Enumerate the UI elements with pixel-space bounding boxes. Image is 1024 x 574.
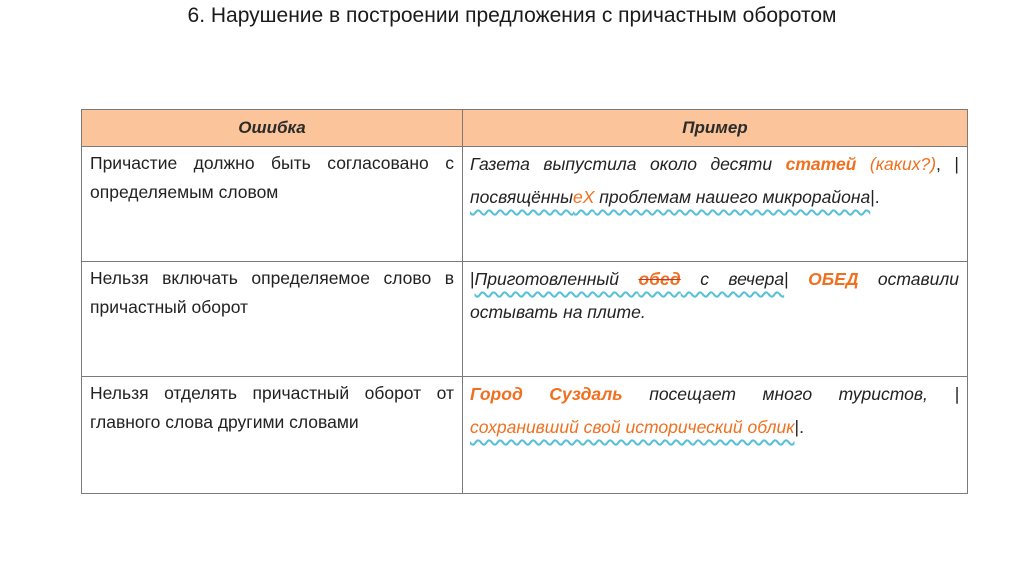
question-text: (каких?): [869, 154, 937, 174]
example-text: , |: [936, 154, 959, 174]
example-text: Газета выпустила около десяти: [470, 154, 786, 174]
example-text: посещает много туристов, |: [622, 384, 959, 404]
table-row: [82, 147, 968, 262]
column-header-example: Пример: [463, 110, 968, 147]
example-text: посвящённы: [470, 187, 573, 207]
example-cell: [463, 262, 968, 377]
participial-phrase: [470, 187, 870, 207]
example-cell: [463, 377, 968, 494]
struck-word: обед: [638, 269, 681, 289]
example-text: |.: [794, 417, 804, 437]
example-text: |: [470, 269, 475, 289]
table-row: [82, 262, 968, 377]
example-text: оставили остывать на плите.: [470, 269, 959, 322]
highlighted-word: Город Суздаль: [470, 384, 623, 404]
highlighted-word: статей: [785, 154, 857, 174]
column-header-error: Ошибка: [82, 110, 463, 147]
ending-highlight: еХ: [572, 187, 595, 207]
table-row: [82, 377, 968, 494]
participial-phrase: сохранивший свой исторический облик: [470, 417, 795, 437]
example-cell: [463, 147, 968, 262]
errors-table: [81, 109, 968, 494]
error-cell: Нельзя включать определяемое слово в причастный оборот: [82, 262, 463, 377]
example-text: проблемам нашего микрорайона: [594, 187, 871, 207]
participial-phrase: [475, 269, 785, 289]
example-text: Приготовленный: [474, 269, 639, 289]
page-title: 6. Нарушение в построении предложения с причастным оборотом: [187, 4, 837, 27]
example-text: с вечера: [680, 269, 785, 289]
error-cell: Нельзя отделять причастный оборот от главного слова другими словами: [82, 377, 463, 494]
highlighted-word: ОБЕД: [808, 269, 859, 289]
error-cell: Причастие должно быть согласовано с определяемым словом: [82, 147, 463, 262]
example-text: |: [784, 269, 809, 289]
table-header-row: [82, 110, 968, 147]
example-text: |.: [870, 187, 880, 207]
